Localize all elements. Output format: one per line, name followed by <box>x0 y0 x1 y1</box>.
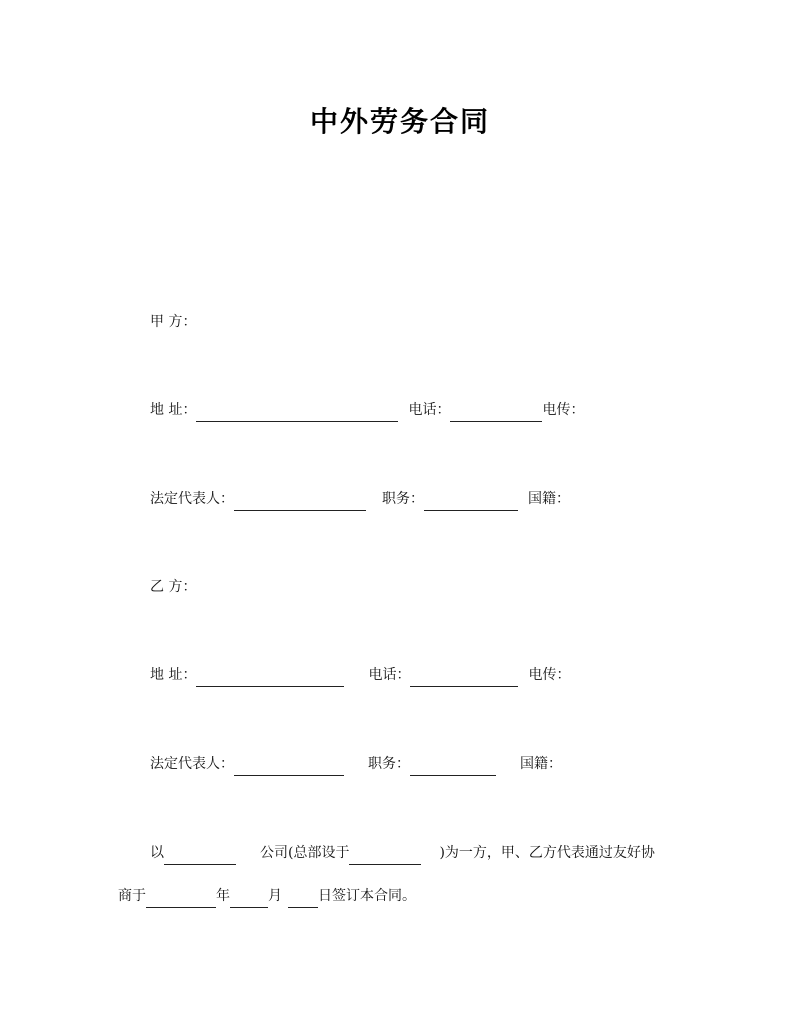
agreement-line-1 <box>150 841 655 865</box>
headquarters-field[interactable] <box>349 846 421 865</box>
month-label: 月 <box>268 888 282 904</box>
party-a-phone-label: 电话： <box>408 402 451 418</box>
party-b-phone-label: 电话： <box>368 667 411 683</box>
party-a-label: 甲 方： <box>150 314 197 330</box>
month-field[interactable] <box>230 889 268 908</box>
party-b-position-label: 职务： <box>368 756 410 772</box>
agreement-line2-prefix: 商于 <box>118 888 146 904</box>
agreement-company-text: 公司(总部设于 <box>260 845 350 861</box>
party-b-nationality-label: 国籍： <box>520 756 562 772</box>
party-a-nationality-label: 国籍： <box>528 491 570 507</box>
day-suffix: 日签订本合同。 <box>318 888 416 904</box>
party-b-phone-field[interactable] <box>410 668 518 687</box>
party-a-position-field[interactable] <box>424 492 518 511</box>
party-a-rep-label: 法定代表人： <box>150 491 234 507</box>
party-a-rep-row <box>150 487 570 511</box>
party-a-position-label: 职务： <box>382 491 424 507</box>
party-a-address-label: 地 址： <box>150 402 197 418</box>
party-b-address-label: 地 址： <box>150 667 197 683</box>
party-b-rep-field[interactable] <box>234 757 344 776</box>
company-name-field[interactable] <box>164 846 236 865</box>
party-b-heading <box>150 575 196 599</box>
agreement-party-text: )为一方，甲、乙方代表通过友好协 <box>439 845 655 861</box>
party-b-address-row <box>150 663 570 687</box>
party-a-address-row <box>150 398 584 422</box>
party-b-rep-label: 法定代表人： <box>150 756 234 772</box>
party-a-rep-field[interactable] <box>234 492 366 511</box>
party-a-phone-field[interactable] <box>450 403 542 422</box>
party-b-fax-label: 电传： <box>528 667 571 683</box>
agreement-prefix: 以 <box>150 845 164 861</box>
year-label: 年 <box>216 888 230 904</box>
party-a-heading <box>150 310 196 334</box>
party-a-fax-label: 电传： <box>542 402 585 418</box>
agreement-line-2 <box>118 884 416 908</box>
day-field[interactable] <box>288 889 318 908</box>
party-b-label: 乙 方： <box>150 579 197 595</box>
party-b-rep-row <box>150 752 562 776</box>
document-title: 中外劳务合同 <box>309 105 490 138</box>
year-field[interactable] <box>146 889 216 908</box>
party-a-address-field[interactable] <box>196 403 398 422</box>
party-b-address-field[interactable] <box>196 668 344 687</box>
party-b-position-field[interactable] <box>410 757 496 776</box>
